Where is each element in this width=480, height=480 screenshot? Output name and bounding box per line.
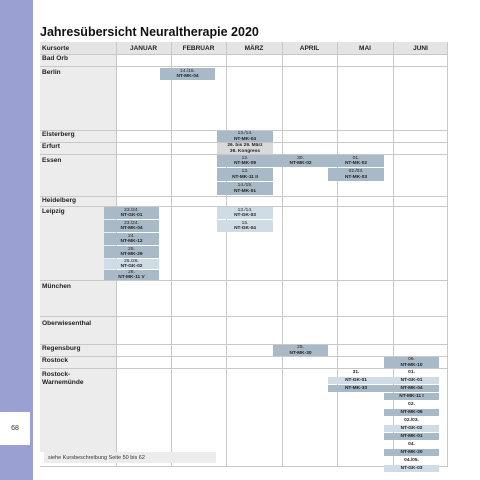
- header-april: APRIL: [299, 44, 320, 52]
- course-code: NT-MK-29: [120, 252, 143, 257]
- course-date: 12.: [241, 155, 249, 161]
- city-bad-orb: Bad Orb: [40, 55, 116, 66]
- course-date: 02./03.: [404, 417, 419, 423]
- course-date: 26. bis 29. März: [227, 143, 263, 149]
- course-date: 23./24.: [124, 220, 139, 226]
- course-code: NT-MK-02: [289, 161, 312, 166]
- course-code: NT-GK-04: [234, 226, 256, 231]
- course-code: NT-GK-03: [400, 465, 423, 471]
- grid-line: [337, 42, 338, 467]
- course-code: NT-MK-04: [233, 136, 257, 142]
- grid-line: [40, 316, 448, 317]
- course-code: NT-MK-33: [344, 385, 368, 391]
- course-code: NT-GK-02: [120, 264, 143, 269]
- course-cell: [384, 357, 439, 368]
- course-code: NT-MK-30: [289, 350, 312, 356]
- city-oberwiesenthal: Oberwiesenthal: [40, 317, 116, 344]
- course-code: NT-MK-01: [400, 433, 423, 439]
- course-code: NT-MK-06: [400, 409, 423, 415]
- course-cell: [104, 220, 159, 232]
- course-cell: [104, 246, 159, 258]
- grid-line: [282, 42, 283, 467]
- course-date: 06.: [408, 357, 415, 363]
- course-cell: [104, 207, 159, 219]
- course-code: NT-MK-03: [344, 174, 368, 180]
- course-code: NT-MK-04: [400, 385, 423, 391]
- city-rostock: Rostock: [40, 357, 116, 368]
- city-leipzig: Leipzig: [40, 207, 116, 280]
- course-code: 39. Kongress: [229, 148, 261, 154]
- course-cell: [217, 182, 273, 195]
- city-rostock-warnemuende-line1: Rostock-: [42, 371, 71, 378]
- course-cell: [217, 220, 273, 232]
- course-cell: [384, 433, 439, 440]
- course-cell: [160, 68, 215, 80]
- grid-line: [40, 280, 448, 281]
- course-cell: [217, 207, 273, 219]
- course-date: 13./14.: [237, 207, 253, 213]
- page-title: Jahresübersicht Neuraltherapie 2020: [40, 25, 259, 39]
- course-date: 25.: [128, 246, 135, 252]
- city-rostock-warnemuende-line2: Warnemünde: [42, 379, 84, 386]
- course-code: NT-GK-01: [120, 213, 143, 218]
- course-cell: [384, 425, 439, 432]
- header-maerz: MÄRZ: [244, 44, 264, 52]
- header-januar: JANUAR: [129, 44, 158, 52]
- course-cell: [328, 168, 384, 181]
- course-cell: [217, 131, 273, 142]
- page-number: 68: [0, 412, 30, 445]
- course-date: 13.: [241, 169, 249, 175]
- city-rostock-warnemuende: [40, 369, 116, 452]
- course-code: NT-MK-02: [344, 161, 368, 166]
- header-mai: MAI: [359, 44, 371, 52]
- course-cell: [217, 143, 273, 154]
- grid-line: [226, 42, 227, 467]
- city-essen: Essen: [40, 155, 116, 196]
- course-date-cell: [328, 369, 384, 376]
- course-cell: [104, 270, 159, 280]
- city-erfurt: Erfurt: [40, 143, 116, 154]
- schedule-table: [40, 42, 448, 471]
- city-heidelberg: Heidelberg: [40, 197, 116, 206]
- course-date: 04./05.: [404, 457, 419, 463]
- course-code: NT-GK-01: [400, 377, 423, 383]
- course-cell: [384, 377, 439, 384]
- course-cell: [217, 155, 273, 167]
- grid-line: [171, 42, 172, 467]
- course-date-cell: [384, 441, 439, 448]
- grid-line: [40, 54, 448, 55]
- city-elsterberg: Elsterberg: [40, 131, 116, 142]
- course-date: 14./15.: [180, 68, 195, 74]
- course-cell: [328, 377, 384, 384]
- course-cell: [273, 345, 328, 356]
- course-date: 24.: [128, 233, 135, 239]
- course-date: 02.: [408, 401, 415, 407]
- city-muenchen: München: [40, 281, 116, 316]
- course-date: 30.: [297, 155, 304, 161]
- course-date: 25.: [297, 345, 304, 351]
- course-date: 02./03.: [348, 169, 364, 175]
- city-berlin: Berlin: [40, 67, 116, 130]
- grid-line: [40, 196, 448, 197]
- course-code: NT-MK-10: [400, 362, 423, 368]
- course-date: 14./15.: [237, 183, 253, 189]
- course-cell: [217, 168, 273, 181]
- course-date-cell: [384, 457, 439, 464]
- city-regensburg: Regensburg: [40, 345, 116, 356]
- grid-line: [447, 42, 448, 467]
- course-cell: [104, 259, 159, 269]
- course-code: NT-GK-01: [345, 377, 367, 383]
- course-date: 01.: [352, 155, 360, 161]
- course-cell: [384, 385, 439, 392]
- course-cell: [273, 155, 328, 167]
- course-code: NT-MK-11 V: [118, 275, 145, 280]
- course-cell: [328, 155, 384, 167]
- course-code: NT-GK-02: [400, 425, 423, 431]
- header-kursorte: Kursorte: [42, 44, 70, 52]
- course-cell: [384, 465, 439, 472]
- header-juni: JUNI: [413, 44, 428, 52]
- header-februar: FEBRUAR: [182, 44, 215, 52]
- course-date: 13./14.: [237, 131, 253, 137]
- course-date-cell: [384, 401, 439, 408]
- course-code: NT-MK-09: [233, 161, 257, 166]
- course-code: NT-GK-03: [234, 213, 256, 218]
- course-date: 04.: [408, 441, 415, 447]
- course-code: NT-MK-20: [400, 449, 423, 455]
- course-date: 23./24.: [124, 207, 139, 213]
- course-cell: [384, 409, 439, 416]
- course-cell: [104, 233, 159, 245]
- course-date: 25./26.: [124, 258, 139, 264]
- course-date: 15.: [241, 220, 249, 226]
- course-code: NT-MK-11 I: [399, 393, 424, 399]
- course-date-cell: [384, 369, 439, 376]
- course-cell: [328, 385, 384, 392]
- grid-line: [40, 66, 448, 67]
- course-cell: [384, 393, 439, 400]
- course-date: 31.: [352, 369, 360, 375]
- course-date: 01.: [408, 369, 415, 375]
- course-code: NT-MK-12: [120, 239, 143, 244]
- grid-line: [40, 344, 448, 345]
- left-sidebar-band: [0, 0, 33, 480]
- course-date-cell: [384, 417, 439, 424]
- course-code: NT-MK-04: [176, 74, 199, 79]
- course-code: NT-MK-01: [233, 188, 257, 194]
- footnote: siehe Kursbeschreibung Seite 50 bis 62: [44, 452, 216, 463]
- course-code: NT-MK-04: [120, 226, 143, 231]
- course-cell: [384, 449, 439, 456]
- course-date: 26.: [128, 269, 135, 275]
- course-code: NT-MK-11 II: [232, 174, 258, 180]
